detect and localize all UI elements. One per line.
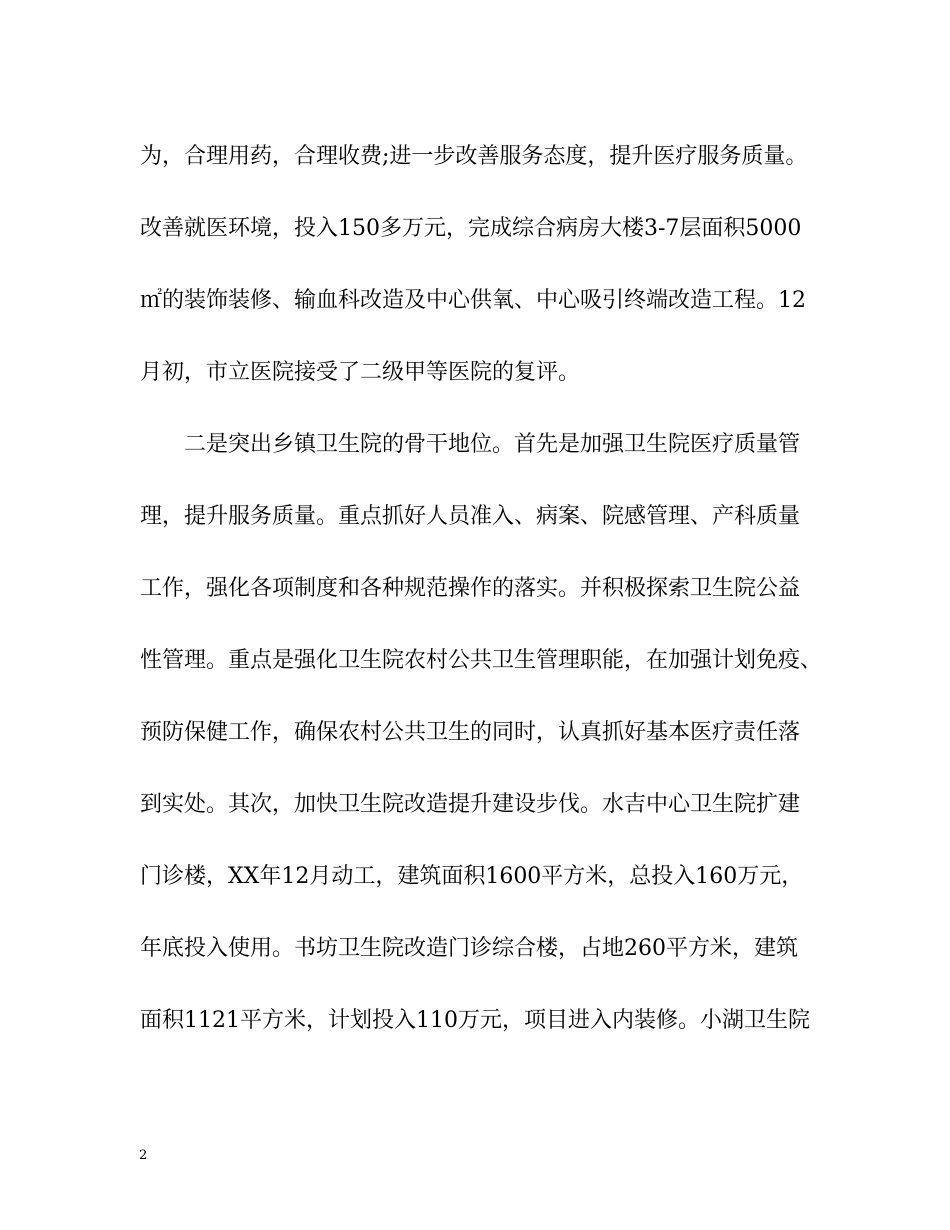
text-line: 预防保健工作，确保农村公共卫生的同时，认真抓好基本医疗责任落	[140, 720, 801, 745]
text-line: 为，合理用药，合理收费;进一步改善服务态度，提升医疗服务质量。	[140, 144, 808, 169]
page-number: 2	[139, 1148, 148, 1163]
text-line: 门诊楼，XX年12月动工，建筑面积1600平方米，总投入160万元，	[140, 864, 804, 889]
text-line: 工作，强化各项制度和各种规范操作的落实。并积极探索卫生院公益	[140, 576, 801, 601]
text-line: 月初，市立医院接受了二级甲等医院的复评。	[140, 360, 581, 385]
text-line: 理，提升服务质量。重点抓好人员准入、病案、院感管理、产科质量	[140, 504, 801, 529]
text-line: 年底投入使用。书坊卫生院改造门诊综合楼，占地260平方米，建筑	[140, 936, 798, 961]
text-line: 性管理。重点是强化卫生院农村公共卫生管理职能，在加强计划免疫、	[140, 648, 823, 673]
text-line: 到实处。其次，加快卫生院改造提升建设步伐。水吉中心卫生院扩建	[140, 792, 801, 817]
text-line: 改善就医环境，投入150多万元，完成综合病房大楼3-7层面积5000	[140, 216, 802, 241]
text-line: ㎡的装饰装修、输血科改造及中心供氧、中心吸引终端改造工程。12	[140, 288, 806, 313]
paragraph-first-line: 二是突出乡镇卫生院的骨干地位。首先是加强卫生院医疗质量管	[184, 432, 801, 457]
text-line: 面积1121平方米，计划投入110万元，项目进入内装修。小湖卫生院	[140, 1008, 810, 1033]
